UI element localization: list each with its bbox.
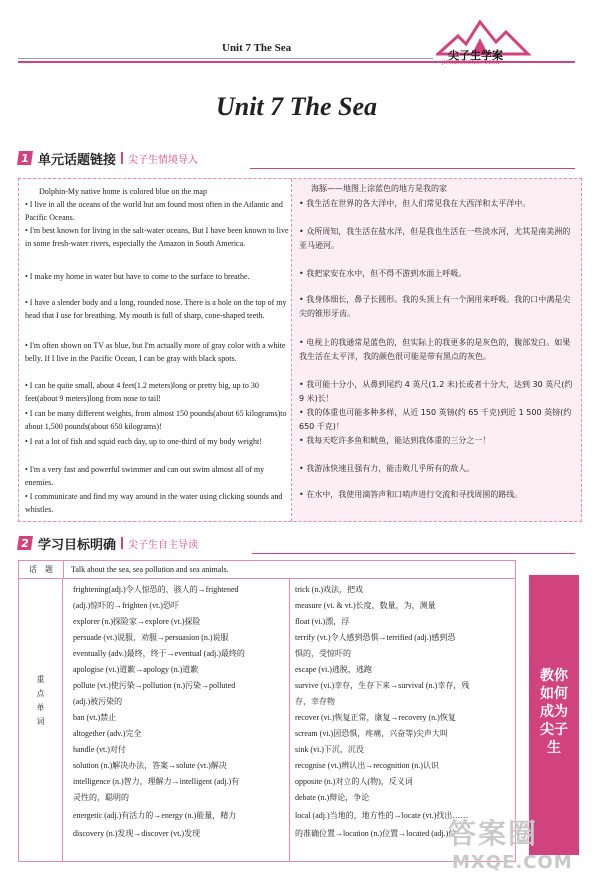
vocab-right-line: recover (vi.)恢复正常，康复→recovery (n.)恢复 bbox=[295, 713, 456, 722]
cn-line: • 众所周知，我生活在盐水洋，但是我也生活在一些淡水河，尤其是南美洲的亚马逊河。 bbox=[299, 227, 571, 250]
vocab-right-line: 惧的，受惊吓的 bbox=[295, 649, 351, 658]
en-line: • I communicate and find my way around in the water using clicking sounds and whistles. bbox=[25, 492, 283, 515]
vocab-right-line: terrify (vt.)令人感到恐惧→terrified (adj.)感到恐 bbox=[295, 633, 456, 642]
vocab-right-line: scream (vi.)因恐惧，疼痛，兴奋等)尖声大叫 bbox=[295, 729, 448, 738]
section1-heading bbox=[18, 148, 198, 168]
vocab-right-line: local (adj.)当地的，地方性的→locate (vt.)找出…… bbox=[295, 811, 469, 820]
vocab-left-line: (adj.)惊吓的→frighten (vt.)恐吓 bbox=[73, 601, 179, 610]
en-line: • I make my home in water but have to come to the surface to breathe. bbox=[25, 272, 250, 281]
topic-label: 话 题 bbox=[19, 561, 64, 578]
section2-subtitle: 尖子生自主导读 bbox=[128, 539, 199, 551]
cn-line: • 在水中，我使用滴答声和口哨声进行交流和寻找周围的路线。 bbox=[299, 490, 523, 499]
vocab-left-line: 灵性的，聪明的 bbox=[73, 793, 129, 802]
vocab-right-line: escape (vi.)逃脱，逃跑 bbox=[295, 665, 372, 674]
vocab-right-line: 存，幸存物 bbox=[295, 697, 335, 706]
reading-passage bbox=[18, 178, 582, 522]
vocab-left-line: intelligence (n.)智力，理解力→intelligent (adj.)有 bbox=[73, 777, 240, 786]
vocab-topic-row bbox=[19, 561, 515, 579]
cn-line: • 我身体细长，鼻子长圆形。我的头顶上有一个洞用来呼吸。我的口中满是尖尖的锥形牙齿。 bbox=[299, 295, 571, 318]
vocab-right-line: 的准确位置→location (n.)位置→located (adj.)位 bbox=[295, 829, 457, 838]
vocab-left-line: discovery (n.)发现→discover (vt.)发现 bbox=[73, 829, 201, 838]
vocab-left-line: frightening(adj.)令人惊恐的，骇人的→frightened bbox=[73, 585, 239, 594]
watermark bbox=[440, 812, 590, 882]
section2-rule bbox=[252, 553, 575, 554]
vocab-right-line: sink (vi.)下沉，沉没 bbox=[295, 745, 364, 754]
vocab-left-line: eventually (adv.)最终，终于→eventual (adj.)最终的 bbox=[73, 649, 245, 658]
vocab-left-line: solution (n.)解决办法，答案→solute (vt.)解决 bbox=[73, 761, 227, 770]
en-line: • I can be quite small, about 4 feet(1.2 meters)long or pretty big, up to 30 feet(about 9 meters)long from nose to tail! bbox=[25, 381, 259, 404]
section2-separator bbox=[121, 537, 123, 549]
section1-subtitle: 尖子生情境导入 bbox=[128, 154, 199, 166]
en-line: Dolphin-My native home is colored blue on the map bbox=[39, 187, 207, 196]
section1-separator bbox=[121, 152, 123, 164]
logo-subtext: JIANZISHENGXUEAN bbox=[442, 60, 501, 66]
logo-text: 尖子生学案 bbox=[448, 49, 503, 62]
en-line: • I have a slender body and a long, rounded nose. There is a hole on the top of my head that I use for breathing. My mouth is full of sharp, cone-shaped teeth. bbox=[25, 298, 287, 321]
key-words-label: 重 点 单 词 bbox=[19, 579, 63, 861]
en-line: • I eat a lot of fish and squid each day, up to one-third of my body weight! bbox=[25, 437, 262, 446]
cn-line: • 我可能十分小，从鼻到尾约 4 英尺(1.2 米)长或者十分大，达到 30 英尺(约 9 米)长！ bbox=[299, 380, 573, 403]
en-line: • I'm a very fast and powerful swimmer and can out swim almost all of my enemies. bbox=[25, 465, 265, 488]
cn-line: 海豚——地图上涂蓝色的地方是我的家 bbox=[311, 184, 447, 193]
vocab-right-line: survive (vi.)幸存，生存下来→survival (n.)幸存，残 bbox=[295, 681, 470, 690]
vocab-right-line: trick (n.)戏法，把戏 bbox=[295, 585, 363, 594]
running-title: Unit 7 The Sea bbox=[222, 42, 292, 54]
en-line: • I can be many different weights, from almost 150 pounds(about 65 kilograms)to about 1,500 pounds(about 650 kilograms)! bbox=[25, 409, 287, 432]
section1-rule bbox=[250, 168, 575, 169]
english-column bbox=[19, 179, 292, 521]
vocab-right-line: measure (vi. & vt.)长度，数量，为，测量 bbox=[295, 601, 436, 610]
vocab-left-line: apologise (vi.)道歉→apology (n.)道歉 bbox=[73, 665, 199, 674]
cn-line: • 我的体重也可能多种多样，从近 150 英镑(约 65 千克)到近 1 500 英镑(约 650 千克)！ bbox=[299, 408, 572, 431]
cn-line: • 我生活在世界的各大洋中，但人们常见我在大西洋和太平洋中。 bbox=[299, 199, 531, 208]
vocab-left-line: (adj.)被污染的 bbox=[73, 697, 123, 706]
unit-title: Unit 7 The Sea bbox=[215, 92, 378, 121]
en-line: • I'm best known for living in the salt-water oceans, But I have been known to live in some fresh-water rivers, especially the Amazon in South America. bbox=[25, 226, 289, 249]
vocab-left-line: explorer (n.)探险家→explore (vt.)探险 bbox=[73, 617, 201, 626]
vocab-right-line: recognise (vt.)辨认出→recognition (n.)认识 bbox=[295, 761, 439, 770]
vocab-left-line: energetic (adj.)有活力的→energy (n.)能量，精力 bbox=[73, 811, 237, 820]
en-line: • I live in all the oceans of the world but am found most often in the Atlantic and Pacific Oceans. bbox=[25, 200, 283, 223]
vocab-right-line: float (vi.)漂，浮 bbox=[295, 617, 350, 626]
en-line: • I'm often shown on TV as blue, but I'm actually more of gray color with a white belly. If I live in the Pacific Ocean, I can be gray with black spots. bbox=[25, 341, 286, 364]
vocab-left-line: handle (vt.)对付 bbox=[73, 745, 126, 754]
watermark-line1: 答案圈 bbox=[448, 817, 539, 850]
cn-line: • 电视上的我通常是蓝色的，但实际上的我更多的是灰色的，腹部发白。如果我生活在太平洋，我的颜色很可能是带有黑点的灰色。 bbox=[299, 338, 571, 361]
vocab-left-line: pollute (vt.)使污染→pollution (n.)污染→polluted bbox=[73, 681, 236, 690]
vocab-left-line: persuade (vt.)说服，劝服→persuasion (n.)说服 bbox=[73, 633, 229, 642]
cn-line: • 我把家安在水中，但不得不游到水面上呼吸。 bbox=[299, 269, 467, 278]
section2-heading bbox=[18, 533, 198, 553]
vocab-right-line: opposite (n.)对立的人(物)，反义词 bbox=[295, 777, 413, 786]
cn-line: • 我每天吃许多鱼和鱿鱼，能达到我体重的三分之一！ bbox=[299, 436, 491, 445]
cn-line: • 我游泳快速且强有力，能击败几乎所有的敌人。 bbox=[299, 464, 475, 473]
vocab-right-line: debate (n.)辩论，争论 bbox=[295, 793, 370, 802]
topic-text: Talk about the sea, sea pollution and sea animals. bbox=[71, 565, 229, 574]
vocab-left-line: altogether (adv.)完全 bbox=[73, 729, 142, 738]
section1-number: 1 bbox=[17, 151, 33, 165]
section1-title: 单元话题链接 bbox=[38, 152, 117, 168]
side-tab-text: 教你如何成为尖子生 bbox=[540, 668, 568, 756]
section2-number: 2 bbox=[17, 536, 33, 550]
section2-title: 学习目标明确 bbox=[38, 537, 117, 553]
watermark-line2: MXQE.COM bbox=[452, 852, 573, 873]
header-rule bbox=[18, 58, 433, 59]
vocab-left-line: ban (vt.)禁止 bbox=[73, 713, 117, 722]
